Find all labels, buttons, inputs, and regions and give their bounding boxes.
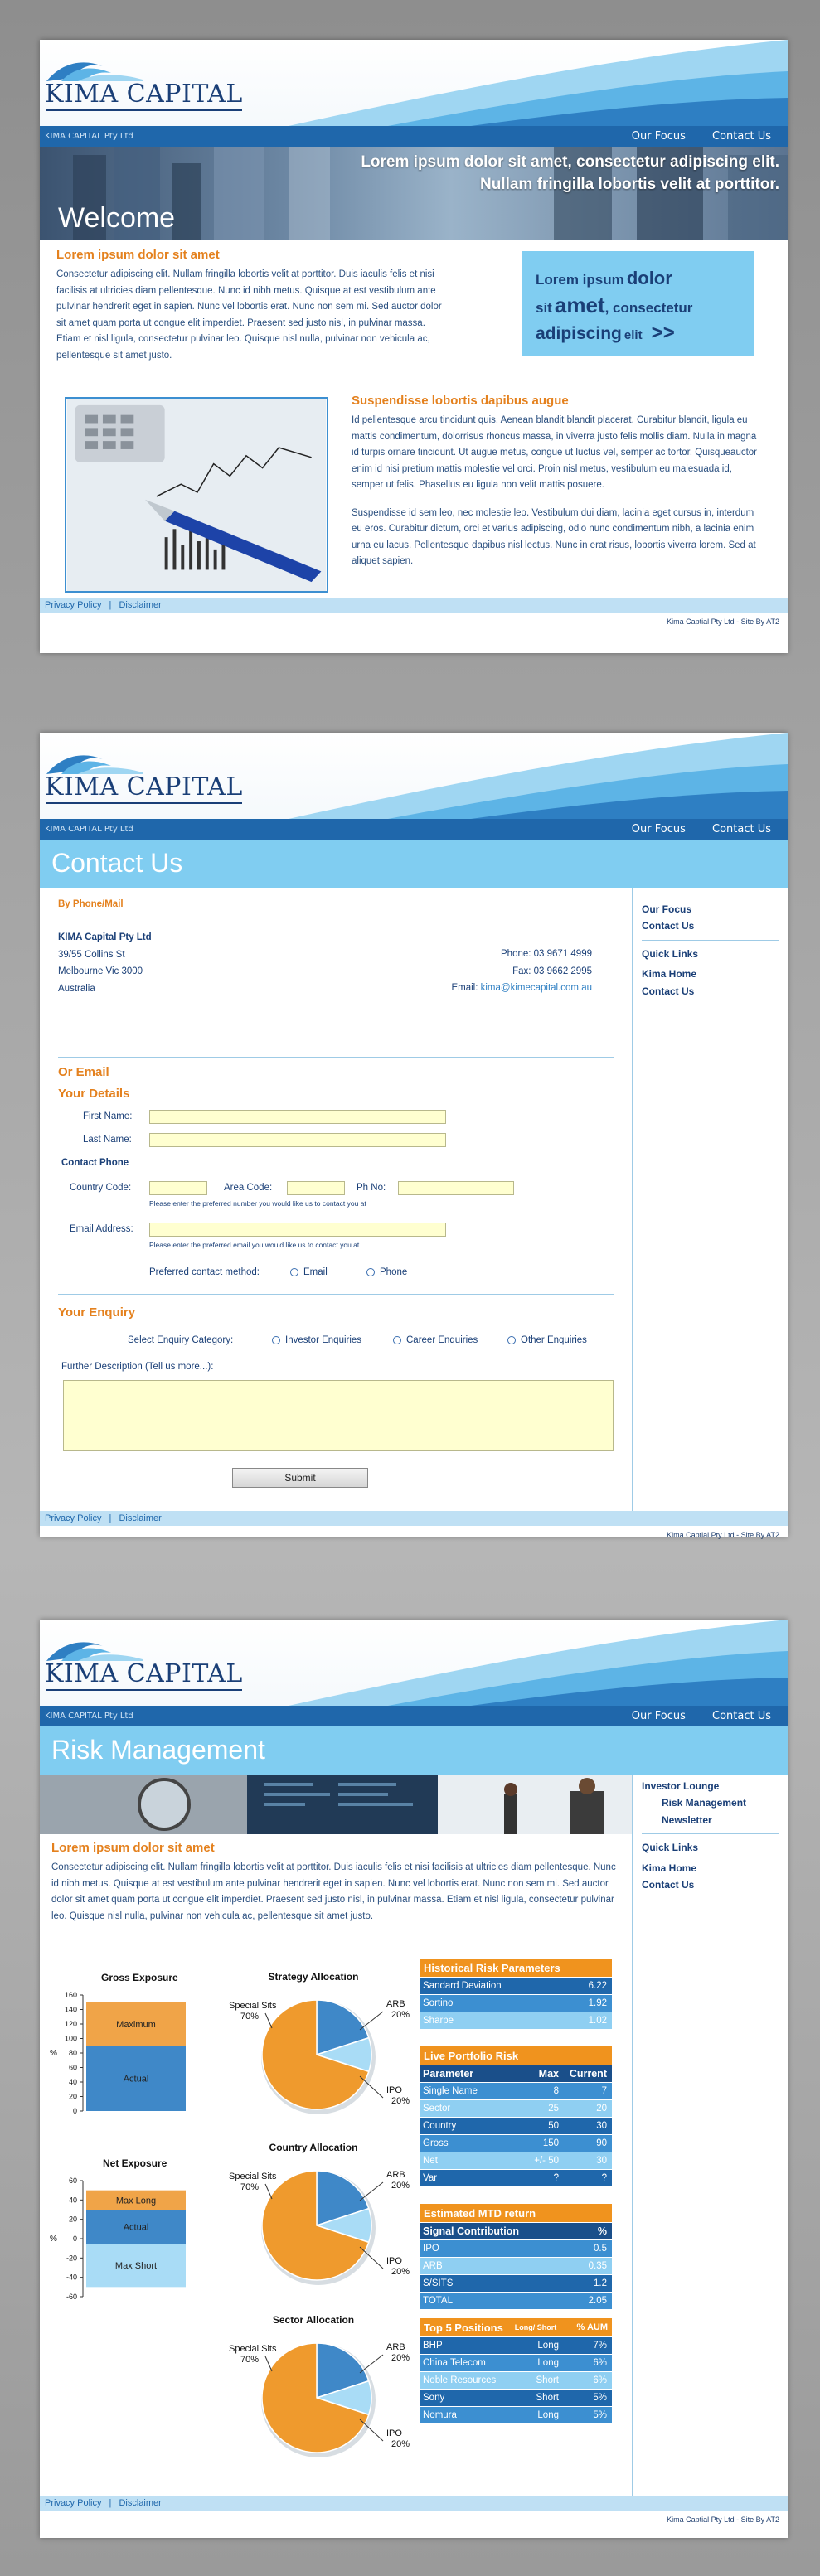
last-name-label: Last Name: [83, 1135, 132, 1145]
area-code-input[interactable] [287, 1181, 345, 1195]
table-row [420, 2169, 612, 2186]
finance-chart-photo [65, 397, 328, 593]
table-cell: % [597, 2225, 607, 2237]
first-name-input[interactable] [149, 1110, 446, 1124]
table-cell: Long [537, 2410, 559, 2420]
home-para-1: Id pellentesque arcu tincidunt quis. Aenean blandit blandit placerat. Curabitur blandit, ligula eu mattis condimentum, dolorrisus rhoncus massa, in viverra justo felis mollis diam. Nulla in magna id turpis ornare tincidunt. Ut augue metus, congue ut luctus vel, semper ac tortor. Quisqueauctor enim id nisi pretium mattis molestie vel orci. Proin nisl metus, vestibulum eu malesuada id, semper ut felis. Phasellus eu ligula non velit mattis posuere. [352, 415, 758, 491]
footer-bar [40, 598, 788, 613]
top-positions-table [420, 2318, 612, 2423]
table-cell: 90 [596, 2138, 607, 2148]
nav-our-focus[interactable]: Our Focus [631, 823, 686, 835]
top-positions-header [420, 2318, 612, 2336]
radio-icon [393, 1336, 401, 1344]
y-tick-label: 100 [64, 2034, 77, 2043]
pie-label-name: IPO [386, 2428, 402, 2438]
table-cell: 7% [593, 2341, 607, 2351]
table-cell: Noble Resources [423, 2375, 497, 2385]
table-cell: 30 [596, 2121, 607, 2131]
page-title: Risk Management [51, 1735, 265, 1765]
address-line-3: Australia [58, 984, 95, 995]
sidebar-rule [642, 1833, 779, 1834]
y-tick-label: 40 [68, 2078, 77, 2086]
table-row [420, 2371, 612, 2389]
investor-enquiries-label: Investor Enquiries [285, 1335, 362, 1345]
your-details-heading: Your Details [58, 1087, 130, 1101]
logo-wave-icon [45, 55, 144, 83]
footer-bar [40, 1511, 788, 1526]
y-tick-label: -60 [66, 2293, 77, 2301]
radio-icon [290, 1268, 298, 1276]
table-row [420, 2336, 612, 2354]
quick-link-contact[interactable]: Contact Us [642, 985, 695, 997]
header [40, 40, 788, 126]
logo-wave-icon [45, 748, 144, 776]
or-email-heading: Or Email [58, 1065, 109, 1079]
divider [58, 1057, 614, 1058]
quick-link-home[interactable]: Kima Home [642, 968, 697, 981]
email-label: Email: [451, 983, 478, 994]
table-cell: S/SITS [423, 2278, 454, 2288]
pie-label-name: Special Sits [229, 2001, 277, 2011]
table-cell: Parameter [423, 2068, 474, 2080]
radio-icon [507, 1336, 516, 1344]
home-intro: Consectetur adipiscing elit. Nullam fringilla lobortis velit at porttitor. Duis iaculis felis et nisi facilisis at ultricies diam pellentesque. Nunc id nibh metus. Quisque at est vestibulum ante pulvinar hendrerit eget in sapien. Nunc vel lobortis erat. Nunc non sem mi. Sed auctor dolor sit amet quam porta ut congue elit imperdiet. Praesent sed justo nisl, in pulvinar massa. Etiam et nisl ligula, consectetur pulvinar leo. Quisque nisl nulla, pulvinar non vehicula ac, pellentesque sit amet justo. [56, 269, 442, 361]
table-cell: Gross [423, 2138, 449, 2148]
aum-header: % AUM [576, 2322, 608, 2332]
callout-text-2: dolor [626, 268, 672, 288]
table-cell: TOTAL [423, 2296, 453, 2306]
y-tick-label: 80 [68, 2049, 77, 2057]
career-enquiries-label: Career Enquiries [406, 1335, 478, 1345]
sidebar-contact-us[interactable]: Contact Us [642, 920, 695, 932]
y-tick-label: -40 [66, 2273, 77, 2282]
table-cell: Sortino [423, 1998, 454, 2008]
company-name: KIMA Capital Pty Ltd [58, 932, 152, 942]
y-tick-label: 0 [72, 2107, 77, 2115]
table-cell: 7 [601, 2086, 607, 2096]
pie-title: Strategy Allocation [268, 1971, 359, 1983]
nav-our-focus[interactable]: Our Focus [631, 130, 686, 143]
table-row [420, 2117, 612, 2134]
radio-icon [366, 1268, 375, 1276]
logo-underline [46, 1689, 242, 1691]
table-cell: 1.2 [594, 2278, 607, 2288]
callout-arrow: >> [651, 321, 675, 344]
title-band [40, 840, 788, 888]
pref-phone-label: Phone [380, 1267, 408, 1277]
table-cell: 1.02 [588, 2016, 607, 2026]
copyright: Kima Captial Pty Ltd - Site By AT2 [667, 2515, 779, 2524]
hero-tagline-line2: Nullam fringilla lobortis velit at porttitor. [479, 175, 779, 193]
bar-label-actual: Actual [123, 2222, 149, 2233]
quick-link-home[interactable]: Kima Home [642, 1862, 697, 1874]
table-cell: Short [536, 2393, 559, 2403]
callout-text-1: Lorem ipsum [536, 272, 624, 288]
home-subheading: Suspendisse lobortis dapibus augue [352, 394, 569, 408]
gross-exposure-title: Gross Exposure [101, 1972, 178, 1983]
bar-label-max-long: Max Long [115, 2196, 157, 2206]
live-portfolio-risk-title: Live Portfolio Risk [420, 2046, 612, 2065]
y-tick-label: 20 [68, 2215, 77, 2224]
email-address-input[interactable] [149, 1223, 446, 1237]
footer-privacy-link[interactable]: Privacy Policy [45, 1513, 102, 1523]
table-cell: Signal Contribution [423, 2225, 519, 2237]
table-cell: Country [423, 2121, 457, 2131]
table-cell: ? [553, 2173, 559, 2183]
risk-content [40, 1775, 788, 2496]
table-cell: 0.35 [588, 2261, 607, 2271]
top-positions-title: Top 5 Positions [424, 2321, 503, 2334]
table-cell: Sony [423, 2393, 445, 2403]
quick-links-title: Quick Links [642, 1842, 699, 1854]
footer-disclaimer-link[interactable]: Disclaimer [119, 1513, 162, 1523]
pie-leader-line [360, 2012, 383, 2030]
country-code-input[interactable] [149, 1181, 207, 1195]
table-cell: Sandard Deviation [423, 1981, 502, 1991]
navbar [40, 126, 788, 147]
table-cell: Var [423, 2173, 438, 2183]
pie-title: Sector Allocation [272, 2314, 355, 2326]
sidebar-investor-lounge[interactable]: Investor Lounge [642, 1780, 720, 1792]
sidebar-rule [642, 940, 779, 941]
navbar [40, 1706, 788, 1726]
pie-label-name: IPO [386, 2256, 402, 2266]
table-row [420, 2082, 612, 2099]
header [40, 733, 788, 819]
contact-content [40, 888, 788, 1511]
table-row [420, 2134, 612, 2152]
y-tick-label: 60 [68, 2177, 77, 2185]
table-cell: Short [536, 2375, 559, 2385]
y-tick-label: 40 [68, 2196, 77, 2205]
table-row [420, 2012, 612, 2029]
gross-exposure-chart [40, 1987, 206, 2136]
table-cell: Long [537, 2341, 559, 2351]
your-enquiry-heading: Your Enquiry [58, 1305, 136, 1319]
table-cell: ? [601, 2173, 607, 2183]
table-row [420, 2099, 612, 2117]
y-tick-label: 160 [64, 1991, 77, 1999]
other-enquiries-radio[interactable] [507, 1335, 587, 1345]
table-cell: 20 [596, 2104, 607, 2114]
copyright: Kima Captial Pty Ltd - Site By AT2 [667, 617, 779, 626]
risk-banner-image [40, 1775, 632, 1834]
home-content [40, 240, 788, 598]
home-page [40, 40, 788, 653]
y-tick-label: 20 [68, 2092, 77, 2101]
bar-label-max-short: Max Short [114, 2261, 158, 2272]
pie-chart-country-allocation [214, 2141, 413, 2298]
nav-our-focus[interactable]: Our Focus [631, 1710, 686, 1722]
table-cell: 0.5 [594, 2244, 607, 2254]
table-cell: 150 [542, 2138, 559, 2148]
mtd-return-table [420, 2204, 612, 2309]
sidebar [642, 901, 779, 1000]
pie-label-name: ARB [386, 2342, 405, 2352]
country-code-label: Country Code: [70, 1183, 132, 1193]
table-cell: 6% [593, 2358, 607, 2368]
hero-tagline [361, 152, 779, 196]
y-tick-label: 120 [64, 2020, 77, 2028]
header [40, 1620, 788, 1706]
footer-disclaimer-link[interactable]: Disclaimer [119, 2498, 162, 2508]
pie-label-name: Special Sits [229, 2344, 277, 2354]
y-tick-label: 140 [64, 2005, 77, 2014]
table-cell: 50 [548, 2121, 559, 2131]
pie-leader-line [265, 2013, 272, 2028]
description-textarea[interactable] [63, 1380, 614, 1451]
table-cell: Single Name [423, 2086, 478, 2096]
table-cell: 5% [593, 2393, 607, 2403]
footer-privacy-link[interactable]: Privacy Policy [45, 2498, 102, 2508]
table-cell: Long [537, 2358, 559, 2368]
preferred-method-label: Preferred contact method: [149, 1267, 260, 1277]
contact-phone-heading: Contact Phone [61, 1158, 129, 1168]
table-cell: Current [569, 2068, 607, 2080]
pref-phone-radio[interactable] [366, 1267, 407, 1277]
table-cell: 6% [593, 2375, 607, 2385]
bar-label-actual: Actual [123, 2074, 149, 2085]
risk-intro: Consectetur adipiscing elit. Nullam fringilla lobortis velit at porttitor. Duis iaculis felis et nisi facilisis at ultricies diam pellentesque. Nunc id nibh metus. Quisque at est vestibulum ante pulvinar hendrerit eget in sapien. Nunc vel lobortis erat. Nunc non sem mi. Sed auctor dolor sit amet quam porta ut congue elit imperdiet. Praesent sed justo nisl, in pulvinar massa. Etiam et nisl ligula, consectetur pulvinar leo. Quisque nisl nulla, pulvinar non vehicula ac, pellentesque sit amet justo. [51, 1862, 616, 1921]
hero-tagline-line1: Lorem ipsum dolor sit amet, consectetur adipiscing elit. [361, 153, 779, 171]
sidebar [642, 1778, 779, 1893]
logo-text[interactable]: KIMA CAPITAL [45, 80, 243, 109]
table-cell: China Telecom [423, 2358, 486, 2368]
title-band [40, 1726, 788, 1775]
first-name-label: First Name: [83, 1111, 133, 1121]
footer-separator: | [109, 600, 112, 610]
risk-page [40, 1620, 788, 2538]
y-tick-label: 0 [72, 2235, 77, 2243]
other-enquiries-label: Other Enquiries [521, 1335, 587, 1345]
table-row [420, 2239, 612, 2257]
table-cell: 2.05 [588, 2296, 607, 2306]
footer-bar [40, 2496, 788, 2511]
logo-text[interactable]: KIMA CAPITAL [45, 772, 243, 801]
brand-subtitle: KIMA CAPITAL Pty Ltd [45, 825, 133, 834]
table-row [420, 2257, 612, 2274]
sidebar-newsletter[interactable]: Newsletter [662, 1813, 712, 1826]
pie-label-percent: 20% [391, 2439, 410, 2449]
table-cell: Net [423, 2156, 438, 2166]
logo-underline [46, 109, 242, 111]
pie-chart-sector-allocation [214, 2313, 413, 2471]
pie-leader-line [265, 2184, 272, 2199]
nav-contact-us[interactable]: Contact Us [712, 823, 771, 835]
pie-svg [214, 2313, 413, 2471]
pie-label-name: ARB [386, 1999, 405, 2009]
home-para-2: Suspendisse id sem leo, nec molestie leo. Vestibulum dui diam, lacinia eget cursus in, interdum eu eros. Curabitur dictum, orci et varius adipiscing, odio nunc condimentum nibh, a lacinia enim urna eu lacus. Pellentesque dapibus nisl lectus. Nunc in erat risus, lobortis viverra lorem. Sed at aliquet sapien. [352, 507, 756, 567]
pie-label-percent: 20% [391, 2267, 410, 2277]
address-block [58, 929, 152, 998]
table-cell: 5% [593, 2410, 607, 2420]
brand-subtitle: KIMA CAPITAL Pty Ltd [45, 1712, 133, 1721]
address-line-1: 39/55 Collins St [58, 949, 125, 960]
sidebar-divider [632, 888, 633, 1511]
pref-email-radio[interactable] [290, 1267, 328, 1277]
y-axis-label: % [50, 2235, 57, 2244]
sidebar-divider [632, 1775, 633, 2496]
home-heading: Lorem ipsum dolor sit amet [56, 248, 220, 262]
callout-text-3: sit [536, 299, 552, 316]
email-address-label: Email Address: [70, 1224, 133, 1234]
email-link[interactable]: kima@kimecapital.com.au [480, 983, 592, 994]
footer-privacy-link[interactable]: Privacy Policy [45, 600, 102, 610]
enquiry-category-label: Select Enquiry Category: [128, 1335, 234, 1345]
table-row [420, 2152, 612, 2169]
quick-links-title: Quick Links [642, 947, 699, 960]
table-row [420, 2274, 612, 2292]
copyright: Kima Captial Pty Ltd - Site By AT2 [667, 1531, 779, 1539]
table-row [420, 1977, 612, 1994]
table-row [420, 2406, 612, 2423]
logo-wave-icon [45, 1634, 144, 1663]
footer-separator: | [109, 2498, 112, 2508]
table-cell: 8 [553, 2086, 559, 2096]
career-enquiries-radio[interactable] [393, 1335, 478, 1345]
net-exposure-title: Net Exposure [103, 2157, 167, 2169]
table-cell: 1.92 [588, 1998, 607, 2008]
table-cell: BHP [423, 2341, 443, 2351]
pie-label-name: ARB [386, 2170, 405, 2180]
table-cell: 25 [548, 2104, 559, 2114]
pie-label-percent: 70% [240, 2012, 260, 2022]
pie-label-name: IPO [386, 2085, 402, 2095]
net-exposure-chart [40, 2172, 206, 2305]
email-hint: Please enter the preferred email you would like us to contact you at [149, 1241, 360, 1249]
pie-label-percent: 20% [391, 2181, 410, 2191]
callout-text-4: amet [554, 292, 605, 317]
promo-callout[interactable] [522, 251, 754, 356]
ph-no-label: Ph No: [357, 1183, 386, 1193]
divider [58, 1294, 614, 1295]
fax-number: Fax: 03 9662 2995 [512, 966, 592, 976]
address-line-2: Melbourne Vic 3000 [58, 966, 143, 977]
risk-heading: Lorem ipsum dolor sit amet [51, 1841, 215, 1855]
pie-svg [214, 1970, 413, 2128]
long-short-header: Long/ Short [514, 2322, 557, 2331]
area-code-label: Area Code: [224, 1183, 273, 1193]
table-cell: +/- 50 [534, 2156, 559, 2166]
live-portfolio-risk-table [420, 2046, 612, 2186]
pie-label-percent: 70% [240, 2355, 260, 2365]
submit-button[interactable]: Submit [232, 1468, 368, 1488]
table-cell: Nomura [423, 2410, 457, 2420]
table-cell: 6.22 [588, 1981, 607, 1991]
investor-enquiries-radio[interactable] [272, 1335, 361, 1345]
phone-hint: Please enter the preferred number you would like us to contact you at [149, 1199, 366, 1208]
historical-risk-table [420, 1959, 612, 2029]
pie-svg [214, 2141, 413, 2298]
phone-number: Phone: 03 9671 4999 [501, 949, 592, 959]
sidebar-our-focus[interactable]: Our Focus [642, 903, 692, 915]
contact-numbers [451, 946, 592, 997]
pie-label-percent: 20% [391, 2096, 410, 2106]
table-row [420, 1994, 612, 2012]
pie-leader-line [265, 2356, 272, 2371]
hero-banner [40, 147, 788, 240]
footer-separator: | [109, 1513, 112, 1523]
bar-label-maximum: Maximum [116, 2020, 156, 2030]
page-title: Contact Us [51, 848, 183, 878]
contact-page [40, 733, 788, 1537]
nav-contact-us[interactable]: Contact Us [712, 130, 771, 143]
mtd-return-title: Estimated MTD return [420, 2204, 612, 2222]
table-header-row [420, 2222, 612, 2239]
y-tick-label: 60 [68, 2063, 77, 2072]
sidebar-risk-management[interactable]: Risk Management [662, 1797, 747, 1809]
logo-underline [46, 802, 242, 804]
footer-disclaimer-link[interactable]: Disclaimer [119, 600, 162, 610]
phone-number-input[interactable] [398, 1181, 514, 1195]
table-row [420, 2354, 612, 2371]
pie-label-percent: 20% [391, 2353, 410, 2363]
brand-subtitle: KIMA CAPITAL Pty Ltd [45, 132, 133, 141]
welcome-title: Welcome [58, 202, 176, 234]
callout-text-5: , consectetur [604, 299, 693, 316]
table-row [420, 2389, 612, 2406]
nav-contact-us[interactable]: Contact Us [712, 1710, 771, 1722]
pie-leader-line [360, 2182, 383, 2201]
pie-label-name: Special Sits [229, 2172, 277, 2181]
historical-risk-title: Historical Risk Parameters [420, 1959, 612, 1977]
pie-chart-strategy-allocation [214, 1970, 413, 2128]
table-cell: Sector [423, 2104, 451, 2114]
table-cell: IPO [423, 2244, 439, 2254]
by-phone-mail-heading: By Phone/Mail [58, 899, 124, 909]
table-cell: Sharpe [423, 2016, 454, 2026]
further-description-label: Further Description (Tell us more...): [61, 1362, 214, 1372]
last-name-input[interactable] [149, 1133, 446, 1147]
pie-title: Country Allocation [269, 2142, 358, 2153]
logo-text[interactable]: KIMA CAPITAL [45, 1659, 243, 1688]
y-tick-label: -20 [66, 2254, 77, 2263]
pref-email-label: Email [303, 1267, 328, 1277]
pie-label-percent: 70% [240, 2182, 260, 2192]
callout-text-7: elit [623, 327, 643, 342]
callout-text-6: adipiscing [536, 323, 622, 343]
pie-leader-line [360, 2355, 383, 2373]
table-cell: 30 [596, 2156, 607, 2166]
navbar [40, 819, 788, 840]
y-axis-label: % [50, 2049, 57, 2058]
radio-icon [272, 1336, 280, 1344]
table-cell: Max [538, 2068, 559, 2080]
table-cell: ARB [423, 2261, 443, 2271]
quick-link-contact[interactable]: Contact Us [642, 1878, 695, 1891]
table-row [420, 2292, 612, 2309]
table-header-row [420, 2065, 612, 2082]
pie-label-percent: 20% [391, 2010, 410, 2020]
